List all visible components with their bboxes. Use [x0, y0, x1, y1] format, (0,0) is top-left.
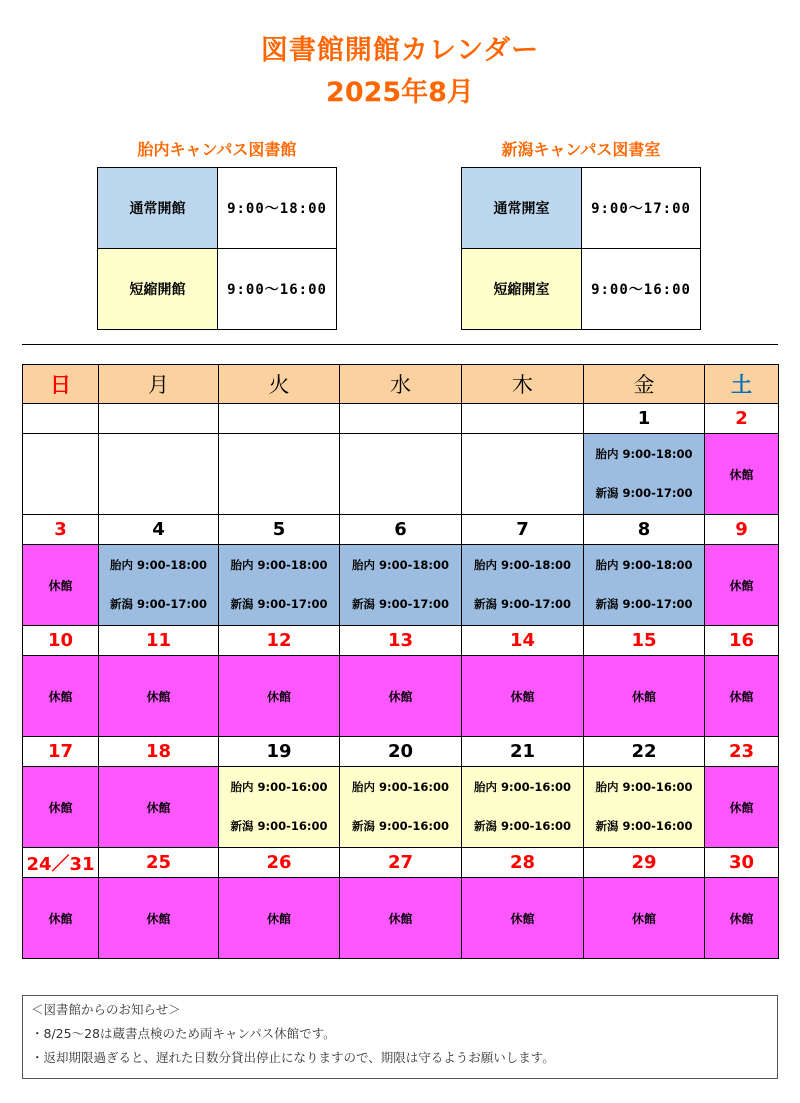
weekday-header-row [23, 365, 779, 404]
status-closed: 休館 [219, 656, 340, 737]
status-normal [99, 545, 219, 626]
tainai-normal-hours: 9:00～18:00 [218, 168, 337, 249]
date-cell-empty [23, 404, 99, 434]
schedule-niigata: 新潟 9:00-17:00 [110, 597, 207, 611]
date-30: 30 [705, 848, 779, 878]
date-19: 19 [219, 737, 340, 767]
niigata-normal-hours: 9:00～17:00 [582, 168, 701, 249]
date-13: 13 [340, 626, 462, 656]
weekday-tue: 火 [219, 365, 340, 404]
status-short [462, 767, 584, 848]
divider [22, 344, 778, 345]
weekday-fri: 金 [584, 365, 705, 404]
date-2: 2 [705, 404, 779, 434]
date-5: 5 [219, 515, 340, 545]
schedule-niigata: 新潟 9:00-17:00 [474, 597, 571, 611]
date-4: 4 [99, 515, 219, 545]
schedule-tainai: 胎内 9:00-18:00 [352, 558, 449, 572]
date-9: 9 [705, 515, 779, 545]
schedule-tainai: 胎内 9:00-16:00 [474, 780, 571, 794]
date-cell-empty [219, 404, 340, 434]
date-8: 8 [584, 515, 705, 545]
date-22: 22 [584, 737, 705, 767]
status-normal [584, 545, 705, 626]
tainai-short-label: 短縮開館 [98, 249, 218, 330]
date-23: 23 [705, 737, 779, 767]
tainai-normal-label: 通常開館 [98, 168, 218, 249]
status-short [340, 767, 462, 848]
week-5-dates [23, 848, 779, 878]
schedule-niigata: 新潟 9:00-17:00 [595, 597, 693, 611]
weekday-sat: 土 [705, 365, 779, 404]
week-3-status [23, 656, 779, 737]
date-7: 7 [462, 515, 584, 545]
date-26: 26 [219, 848, 340, 878]
tainai-short-hours: 9:00～16:00 [218, 249, 337, 330]
week-1-dates [23, 404, 779, 434]
date-27: 27 [340, 848, 462, 878]
date-17: 17 [23, 737, 99, 767]
status-normal [340, 545, 462, 626]
date-10: 10 [23, 626, 99, 656]
date-1: 1 [584, 404, 705, 434]
week-2-status [23, 545, 779, 626]
date-12: 12 [219, 626, 340, 656]
status-closed: 休館 [219, 878, 340, 959]
schedule-tainai: 胎内 9:00-18:00 [474, 558, 571, 572]
status-closed: 休館 [705, 878, 779, 959]
schedule-tainai: 胎内 9:00-16:00 [595, 780, 693, 794]
schedule-niigata: 新潟 9:00-16:00 [595, 819, 693, 833]
schedule-niigata: 新潟 9:00-17:00 [230, 597, 328, 611]
niigata-short-hours: 9:00～16:00 [582, 249, 701, 330]
niigata-heading: 新潟キャンパス図書室 [501, 140, 661, 159]
status-short [584, 767, 705, 848]
status-closed: 休館 [705, 545, 779, 626]
tainai-heading: 胎内キャンパス図書館 [137, 140, 297, 159]
notice-item-overdue: ・返却期限過ぎると、遅れた日数分貸出停止になりますので、期限は守るようお願いします。 [31, 1050, 555, 1065]
status-empty [462, 434, 584, 515]
schedule-tainai: 胎内 9:00-18:00 [230, 558, 328, 572]
status-normal [219, 545, 340, 626]
date-20: 20 [340, 737, 462, 767]
page-subtitle-month: 2025年8月 [326, 77, 474, 108]
date-cell-empty [99, 404, 219, 434]
schedule-niigata: 新潟 9:00-16:00 [352, 819, 449, 833]
status-closed: 休館 [23, 656, 99, 737]
weekday-mon: 月 [99, 365, 219, 404]
week-4-dates [23, 737, 779, 767]
weekday-thu: 木 [462, 365, 584, 404]
week-5-status [23, 878, 779, 959]
date-21: 21 [462, 737, 584, 767]
tainai-hours-table [97, 167, 337, 330]
week-3-dates [23, 626, 779, 656]
status-normal [462, 545, 584, 626]
status-empty [219, 434, 340, 515]
weekday-wed: 水 [340, 365, 462, 404]
niigata-hours [461, 137, 701, 332]
date-24-31: 24／31 [23, 848, 99, 878]
niigata-hours-table [461, 167, 701, 330]
status-closed: 休館 [340, 878, 462, 959]
date-6: 6 [340, 515, 462, 545]
status-closed: 休館 [705, 767, 779, 848]
status-closed: 休館 [99, 767, 219, 848]
tainai-hours [97, 137, 337, 332]
schedule-tainai: 胎内 9:00-18:00 [595, 447, 693, 461]
status-closed: 休館 [584, 656, 705, 737]
schedule-tainai: 胎内 9:00-16:00 [352, 780, 449, 794]
status-empty [340, 434, 462, 515]
date-cell-empty [462, 404, 584, 434]
status-closed: 休館 [705, 434, 779, 515]
status-normal [584, 434, 705, 515]
schedule-tainai: 胎内 9:00-18:00 [595, 558, 693, 572]
date-14: 14 [462, 626, 584, 656]
notice-heading: ＜図書館からのお知らせ＞ [31, 1002, 181, 1017]
status-closed: 休館 [584, 878, 705, 959]
weekday-sun: 日 [23, 365, 99, 404]
schedule-tainai: 胎内 9:00-18:00 [110, 558, 207, 572]
date-11: 11 [99, 626, 219, 656]
status-closed: 休館 [462, 656, 584, 737]
date-18: 18 [99, 737, 219, 767]
status-empty [23, 434, 99, 515]
week-2-dates [23, 515, 779, 545]
date-15: 15 [584, 626, 705, 656]
date-16: 16 [705, 626, 779, 656]
notice-box [22, 995, 778, 1079]
status-short [219, 767, 340, 848]
niigata-short-label: 短縮開室 [462, 249, 582, 330]
schedule-niigata: 新潟 9:00-16:00 [474, 819, 571, 833]
schedule-niigata: 新潟 9:00-17:00 [352, 597, 449, 611]
schedule-tainai: 胎内 9:00-16:00 [230, 780, 328, 794]
date-29: 29 [584, 848, 705, 878]
week-4-status [23, 767, 779, 848]
status-closed: 休館 [23, 878, 99, 959]
date-28: 28 [462, 848, 584, 878]
status-closed: 休館 [99, 878, 219, 959]
status-closed: 休館 [462, 878, 584, 959]
status-empty [99, 434, 219, 515]
schedule-niigata: 新潟 9:00-17:00 [595, 486, 693, 500]
page-title: 図書館開館カレンダー [260, 35, 540, 66]
week-1-status [23, 434, 779, 515]
calendar-grid [22, 364, 779, 959]
niigata-normal-label: 通常開室 [462, 168, 582, 249]
schedule-niigata: 新潟 9:00-16:00 [230, 819, 328, 833]
status-closed: 休館 [23, 545, 99, 626]
date-3: 3 [23, 515, 99, 545]
notice-item-inventory: ・8/25～28は蔵書点検のため両キャンパス休館です。 [31, 1026, 336, 1041]
status-closed: 休館 [23, 767, 99, 848]
status-closed: 休館 [99, 656, 219, 737]
status-closed: 休館 [340, 656, 462, 737]
status-closed: 休館 [705, 656, 779, 737]
date-cell-empty [340, 404, 462, 434]
date-25: 25 [99, 848, 219, 878]
